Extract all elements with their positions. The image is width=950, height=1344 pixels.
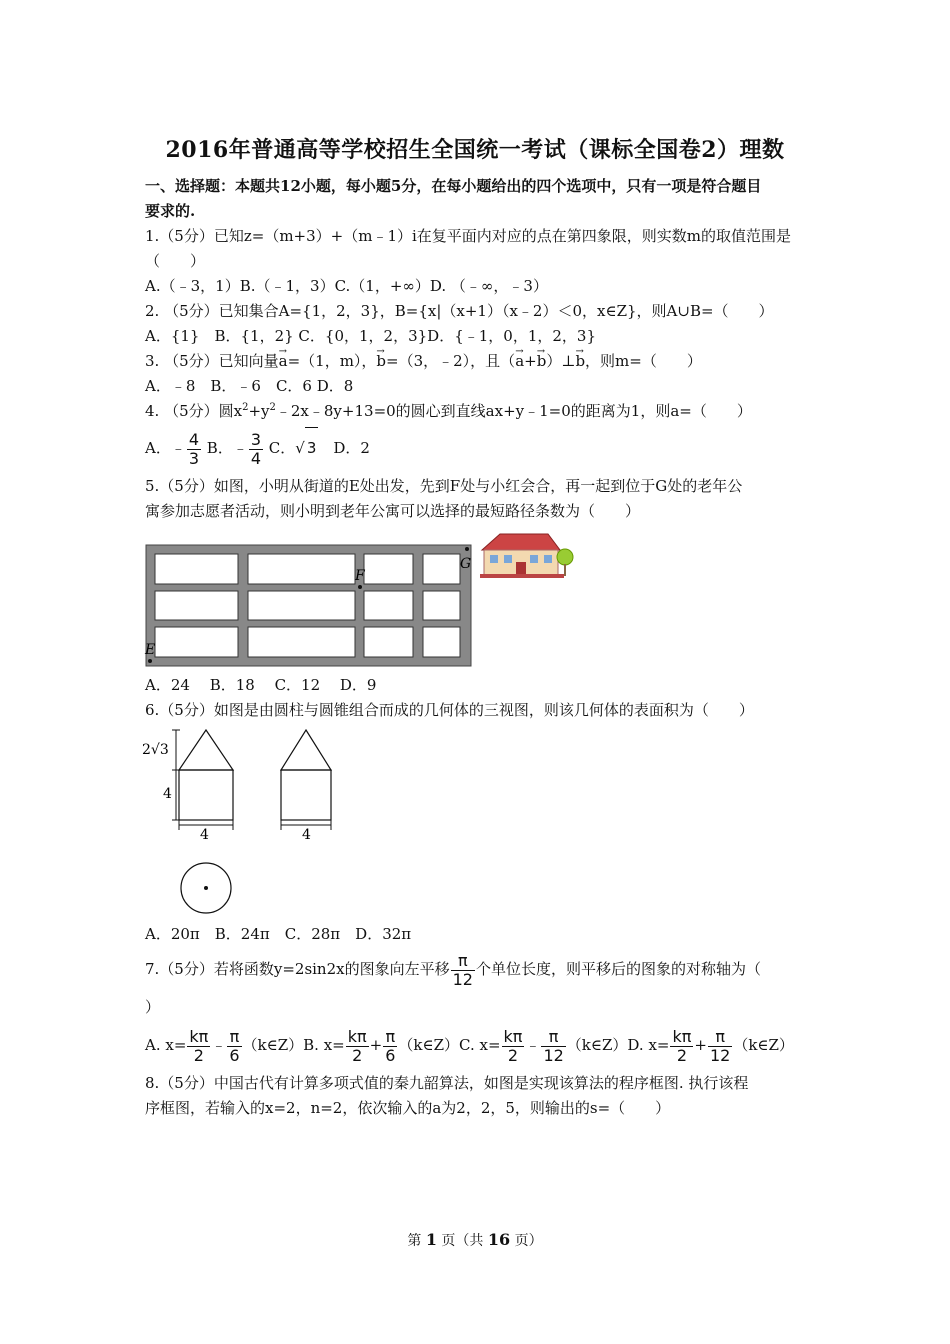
three-view-figure xyxy=(140,726,350,920)
footer-pre: 第 xyxy=(407,1233,426,1249)
q4-opt-a-label: A．﹣ xyxy=(145,439,186,457)
page-title: 2016年普通高等学校招生全国统一考试（课标全国卷2）理数 xyxy=(165,137,785,163)
fraction xyxy=(502,1028,525,1065)
q4-rest: ﹣2x﹣8y+13=0的圆心到直线ax+y﹣1=0的距离为1，则a=（ ） xyxy=(275,402,752,420)
q3-suffix: ，则m=（ ） xyxy=(585,352,702,370)
q3-stem xyxy=(145,350,702,372)
q3-plus: + xyxy=(524,352,537,370)
front-view-cylinder xyxy=(179,770,233,820)
q4-options xyxy=(145,427,370,468)
q4-opt-b-fraction xyxy=(249,431,263,468)
sqrt-sign: √ xyxy=(295,439,305,457)
frac-den: 6 xyxy=(229,1045,240,1065)
fraction xyxy=(383,1028,397,1065)
q7-opt-a-label: A. x= xyxy=(145,1036,187,1054)
frac-num: kπ xyxy=(189,1026,209,1046)
q3-part3: ）⊥ xyxy=(546,352,576,370)
block xyxy=(248,591,355,620)
frac-num: π xyxy=(541,1028,565,1047)
fraction xyxy=(708,1028,732,1065)
q5-stem-line1: 5.（5分）如图，小明从街道的E处出发，先到F处与小红会合，再一起到位于G处的老年公 xyxy=(145,477,743,495)
q4-sup1: 2 xyxy=(242,402,249,413)
q7-prefix: 7.（5分）若将函数y=2sin2x的图象向左平移 xyxy=(145,960,450,978)
apartment-building-icon xyxy=(480,534,573,578)
dim-width-side: 4 xyxy=(302,827,311,843)
q3-prefix: 3. （5分）已知向量 xyxy=(145,352,279,370)
frac-num: π xyxy=(383,1028,397,1047)
q1-stem-line1: 1.（5分）已知z=（m+3）+（m﹣1）i在复平面内对应的点在第四象限，则实数m的取值范围是 xyxy=(145,227,792,245)
q7-stem xyxy=(145,948,761,990)
block xyxy=(248,554,355,584)
side-view-cylinder xyxy=(281,770,331,820)
frac-den: 12 xyxy=(543,1045,564,1065)
fraction xyxy=(670,1028,693,1065)
footer-post: 页） xyxy=(510,1233,543,1249)
block xyxy=(364,554,413,584)
q7-opt-b-label: （k∈Z）B. x= xyxy=(242,1036,345,1054)
block xyxy=(364,627,413,657)
section-heading-line2: 要求的. xyxy=(145,202,196,220)
q8-stem-line2: 序框图，若输入的x=2，n=2，依次输入的a为2，2，5，则输出的s=（ ） xyxy=(145,1099,671,1117)
fraction xyxy=(541,1028,565,1065)
vector-a-2: → a xyxy=(515,350,524,372)
section-heading-line1: 一、选择题：本题共12小题，每小题5分，在每小题给出的四个选项中，只有一项是符合题目 xyxy=(145,177,762,195)
q7-opt-d-label: （k∈Z）D. x= xyxy=(566,1036,670,1054)
fraction xyxy=(346,1028,369,1065)
frac-den: 6 xyxy=(385,1045,396,1065)
frac-den: 12 xyxy=(452,969,473,989)
block xyxy=(155,627,238,657)
q7-options xyxy=(145,1024,794,1066)
plus-sign: + xyxy=(369,1036,383,1054)
frac-den: 2 xyxy=(193,1045,204,1065)
frac-num: kπ xyxy=(347,1026,367,1046)
frac-den: 2 xyxy=(352,1045,363,1065)
block xyxy=(155,554,238,584)
frac-den: 2 xyxy=(676,1045,688,1065)
side-view-cone xyxy=(281,730,331,770)
point-e xyxy=(148,659,152,663)
block xyxy=(155,591,238,620)
q6-options: A．20π B．24π C．28π D．32π xyxy=(145,925,412,943)
page-footer xyxy=(0,1230,950,1250)
frac-num: π xyxy=(227,1028,241,1047)
q1-stem-line2: （ ） xyxy=(145,252,206,270)
q7-end: （k∈Z） xyxy=(733,1036,794,1054)
label-e: E xyxy=(145,642,156,658)
frac-den: 12 xyxy=(709,1045,731,1065)
plus-sign: + xyxy=(694,1036,707,1054)
frac-num: kπ xyxy=(503,1026,523,1046)
q3-part1: =（1，m）， xyxy=(287,352,377,370)
q4-opt-a-fraction xyxy=(187,431,201,468)
q6-stem: 6.（5分）如图是由圆柱与圆锥组合而成的几何体的三视图，则该几何体的表面积为（ ） xyxy=(145,701,754,719)
q7-opt-c-label: （k∈Z）C. x= xyxy=(398,1036,501,1054)
q4-opt-b-label: B．﹣ xyxy=(202,439,248,457)
vector-b-2: → b xyxy=(537,350,547,372)
q8-stem-line1: 8.（5分）中国古代有计算多项式值的秦九韶算法，如图是实现该算法的程序框图. 执行该程 xyxy=(145,1074,749,1092)
street-grid-figure xyxy=(140,528,585,670)
frac-den: 3 xyxy=(188,448,200,468)
vector-b-3: → b xyxy=(575,350,585,372)
q4-mid: +y xyxy=(248,402,270,420)
label-f: F xyxy=(355,568,365,584)
point-g xyxy=(465,547,469,551)
block xyxy=(248,627,355,657)
block xyxy=(423,591,460,620)
block xyxy=(423,554,460,584)
frac-num: 4 xyxy=(188,429,200,449)
q4-opt-c-label: C． xyxy=(264,439,296,457)
block xyxy=(423,627,460,657)
dim-cylinder-height: 4 xyxy=(163,786,172,802)
q7-suffix: 个单位长度，则平移后的图象的对称轴为（ xyxy=(475,960,761,978)
q7-shift-fraction xyxy=(451,952,475,989)
fraction xyxy=(187,1028,210,1065)
front-view-cone xyxy=(179,730,233,770)
label-g: G xyxy=(460,556,472,572)
top-view-center xyxy=(204,886,208,890)
q1-options: A.（﹣3，1）B.（﹣1，3）C.（1，+∞）D. （﹣∞，﹣3） xyxy=(145,277,548,295)
total-pages: 16 xyxy=(487,1230,511,1249)
page-number: 1 xyxy=(425,1230,437,1249)
dim-cone-height: 2√3 xyxy=(142,742,169,758)
point-f xyxy=(358,585,362,589)
vector-a: → a xyxy=(279,350,288,372)
block xyxy=(364,591,413,620)
footer-mid: 页（共 xyxy=(436,1233,488,1249)
q3-options: A．﹣8 B．﹣6 C．6 D．8 xyxy=(145,377,354,395)
q4-prefix: 4. （5分）圆x xyxy=(145,402,243,420)
vector-b: → b xyxy=(376,350,386,372)
q4-stem xyxy=(145,400,752,422)
dim-width-front: 4 xyxy=(200,827,209,843)
frac-num: kπ xyxy=(672,1026,692,1046)
frac-num: π xyxy=(451,952,475,971)
frac-den: 4 xyxy=(250,448,262,468)
q5-options: A．24 B．18 C．12 D．9 xyxy=(145,676,377,694)
minus-sign: ﹣ xyxy=(525,1036,541,1054)
q4-sup2: 2 xyxy=(269,402,276,413)
q4-opt-d: D．2 xyxy=(318,439,370,457)
frac-den: 2 xyxy=(507,1045,519,1065)
q7-stem-close: ） xyxy=(145,998,161,1016)
fraction xyxy=(227,1028,241,1065)
frac-num: 3 xyxy=(250,429,262,449)
q2-stem: 2. （5分）已知集合A={1，2，3}，B={x|（x+1）（x﹣2）＜0，x∈Z}，则A∪B=（ ） xyxy=(145,302,774,320)
q3-part2: =（3，﹣2），且（ xyxy=(386,352,516,370)
minus-sign: ﹣ xyxy=(211,1036,227,1054)
q2-options: A．{1} B．{1，2} C．{0，1，2，3}D．{﹣1，0，1，2，3} xyxy=(145,327,596,345)
frac-num: π xyxy=(708,1028,732,1047)
q4-opt-c-radicand: 3 xyxy=(305,427,319,468)
q5-stem-line2: 寓参加志愿者活动，则小明到老年公寓可以选择的最短路径条数为（ ） xyxy=(145,502,641,520)
